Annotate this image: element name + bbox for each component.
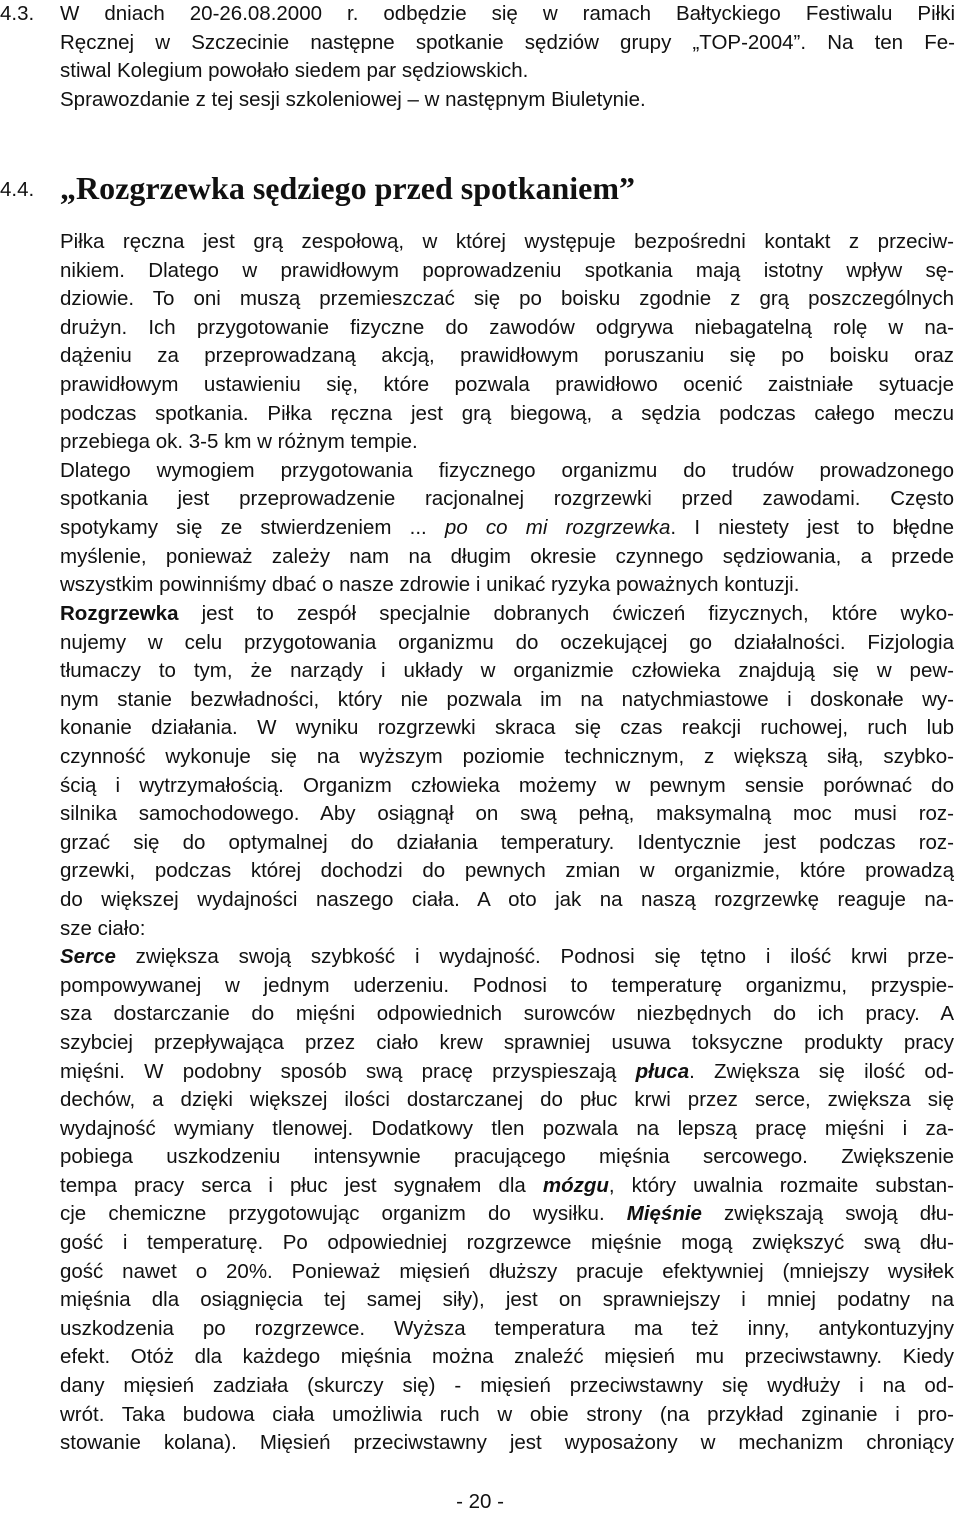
paragraph-line: konanie działania. W wyniku rozgrzewki skraca się czas reakcji ruchowej, ruch lub bbox=[60, 716, 954, 740]
paragraph-line: uszkodzenia po rozgrzewce. Wyższa temperatura ma też inny, antykontuzyjny bbox=[60, 1316, 954, 1340]
text-run: spotykamy się ze stwierdzeniem ... bbox=[60, 515, 445, 539]
text-run: zwiększają swoją dłu- bbox=[701, 1202, 954, 1226]
paragraph-line: sza dostarczanie do mięśni odpowiednich surowców niezbędnych do ich pracy. A bbox=[60, 1002, 954, 1026]
paragraph-line: czynność wykonuje się na wyższym poziomie technicznym, z większą siłą, szybko- bbox=[60, 744, 954, 768]
term-miesnie: Mięśnie bbox=[626, 1202, 702, 1226]
paragraph-line bbox=[60, 943, 954, 972]
paragraph-line: efekt. Otóż dla każdego mięśnia można znaleźć mięsień mu przeciwstawny. Kiedy bbox=[60, 1345, 954, 1369]
paragraph-line: grzewki, podczas której dochodzi do pewnych zmian w organizmie, które prowadzą bbox=[60, 859, 954, 883]
paragraph-warmup-definition bbox=[60, 600, 954, 1458]
text-run: . Zwiększa się ilość od- bbox=[689, 1059, 954, 1083]
paragraph-line: gość i temperaturę. Po odpowiedniej rozgrzewce mięśnie mogą zwiększyć swą dłu- bbox=[60, 1231, 954, 1255]
paragraph-line: dziowie. To oni muszą przemieszczać się po boisku zgodnie z grą poszczególnych bbox=[60, 287, 954, 311]
paragraph-line: silnika samochodowego. Aby osiągnął on swą pełną, maksymalną moc musi roz- bbox=[60, 802, 954, 826]
paragraph-line: przebiega ok. 3-5 km w różnym tempie. bbox=[60, 430, 418, 454]
paragraph-line: Dlatego wymogiem przygotowania fizycznego organizmu do trudów prowadzonego bbox=[60, 458, 954, 482]
paragraph-line: ścią i wytrzymałością. Organizm człowieka możemy w pewnym sensie porównać do bbox=[60, 773, 954, 797]
section-4-3-line-3: stiwal Kolegium powołało siedem par sędziowskich. bbox=[60, 59, 529, 82]
section-4-3-line-4: Sprawozdanie z tej sesji szkoleniowej – w następnym Biuletynie. bbox=[60, 87, 646, 111]
text-run: . I niestety jest to błędne bbox=[670, 515, 955, 539]
paragraph-line: wydajność wymiany tlenowej. Dodatkowy tlen pozwala na lepszą pracę mięśni i za- bbox=[60, 1116, 954, 1140]
section-4-3 bbox=[0, 0, 955, 114]
paragraph-line: wszystkim powinniśmy dbać o nasze zdrowie i unikać ryzyka poważnych kontuzji. bbox=[60, 573, 800, 597]
paragraph-line: dany mięsień zadziała (skurczy się) - mięsień przeciwstawny się wydłuży i na od- bbox=[60, 1374, 954, 1398]
text-run: mięśni. W podobny sposób swą pracę przyspieszają bbox=[60, 1059, 636, 1083]
term-rozgrzewka: Rozgrzewka bbox=[60, 602, 179, 625]
quoted-phrase: po co mi rozgrzewka bbox=[444, 515, 671, 539]
section-4-4-heading bbox=[0, 168, 900, 210]
paragraph-line: pompowywanej w jednym uderzeniu. Podnosi to temperaturę organizmu, przyspie- bbox=[60, 973, 954, 997]
paragraph-line: do większej wydajności naszego ciała. A oto jak na naszą rozgrzewkę reaguje na- bbox=[60, 887, 954, 911]
paragraph-line: stowanie kolana). Mięsień przeciwstawny jest wyposażony w mechanizm chroniący bbox=[60, 1431, 954, 1455]
paragraph-line: myślenie, ponieważ zależy nam na długim okresie czynnego sędziowania, a przede bbox=[60, 544, 954, 568]
paragraph-line bbox=[60, 600, 954, 629]
term-serce: Serce bbox=[60, 945, 116, 969]
paragraph-line: sze ciało: bbox=[60, 916, 146, 940]
paragraph-line: wrót. Taka budowa ciała umożliwia ruch w obie strony (na przykład zginanie i pro- bbox=[60, 1402, 954, 1426]
term-mozgu: mózgu bbox=[542, 1173, 609, 1197]
paragraph-line: tłumaczy to tym, że narządy i układy w organizmie człowieka znajdują się w pew- bbox=[60, 659, 954, 683]
text-run: , który uwalnia rozmaite substan- bbox=[608, 1173, 955, 1197]
section-4-4-title: „Rozgrzewka sędziego przed spotkaniem” bbox=[60, 170, 636, 206]
paragraph-line bbox=[60, 1200, 954, 1229]
paragraph-line: grzać się do optymalnej do działania temperatury. Identycznie jest podczas roz- bbox=[60, 830, 954, 854]
text-run: tempa pracy serca i płuc jest sygnałem dla bbox=[60, 1173, 543, 1197]
section-4-3-number: 4.3. bbox=[0, 2, 35, 25]
paragraph-line: pobiega uszkodzeniu intensywnie pracującego mięśnia sercowego. Zwiększenie bbox=[60, 1145, 954, 1169]
text-run: zwiększa swoją szybkość i wydajność. Podnosi się tętno i ilość krwi prze- bbox=[115, 945, 954, 969]
section-4-4-number: 4.4. bbox=[0, 178, 35, 201]
paragraph-line: drużyn. Ich przygotowanie fizyczne do zawodów odgrywa niebagatelną rolę w na- bbox=[60, 315, 954, 339]
paragraph-line: Piłka ręczna jest grą zespołową, w której występuje bezpośredni kontakt z przeciw- bbox=[60, 230, 954, 253]
term-pluca: płuca bbox=[635, 1059, 690, 1083]
section-4-3-line-1 bbox=[0, 0, 955, 29]
paragraph-line: nym stanie bezwładności, który nie pozwala im na natychmiastowe i doskonałe wy- bbox=[60, 687, 954, 711]
paragraph-line: nikiem. Dlatego w prawidłowym poprowadzeniu spotkania mają istotny wpływ sę- bbox=[60, 258, 954, 282]
paragraph-line bbox=[60, 1172, 954, 1201]
paragraph-line: prawidłowym ustawieniu się, które pozwala prawidłowo ocenić zaistniałe sytuacje bbox=[60, 372, 954, 396]
paragraph-line: dechów, a dzięki większej ilości dostarczanej do płuc krwi przez serce, zwiększa się bbox=[60, 1088, 954, 1112]
page-number: - 20 - bbox=[456, 1490, 504, 1513]
paragraph-line: spotkania jest przeprowadzenie racjonalnej rozgrzewki przed zawodami. Często bbox=[60, 487, 954, 511]
paragraph-line: podczas spotkania. Piłka ręczna jest grą biegową, a sędzia podczas całego meczu bbox=[60, 401, 954, 425]
section-4-3-line-2: Ręcznej w Szczecinie następne spotkanie sędziów grupy „TOP-2004”. Na ten Fe- bbox=[60, 30, 955, 54]
paragraph-line: dążeniu za przeprowadzaną akcją, prawidłowym poruszaniu się po boisku oraz bbox=[60, 344, 954, 368]
text-run: cje chemiczne przygotowując organizm do wysiłku. bbox=[60, 1202, 627, 1226]
paragraph-line bbox=[60, 514, 954, 543]
text-run: jest to zespół specjalnie dobranych ćwiczeń fizycznych, które wyko- bbox=[178, 602, 954, 625]
paragraph-line: gość nawet o 20%. Ponieważ mięsień dłuższy pracuje efektywniej (mniejszy wysiłek bbox=[60, 1259, 954, 1283]
paragraph-line: szybciej przepływająca przez ciało krew sprawniej usuwa toksyczne produkty pracy bbox=[60, 1030, 954, 1054]
paragraph-line bbox=[60, 1058, 954, 1087]
paragraph-line: nujemy w celu przygotowania organizmu do oczekującej go działalności. Fizjologia bbox=[60, 630, 954, 654]
paragraph-intro bbox=[60, 228, 954, 600]
paragraph-line: mięśnia dla osiągnięcia tej samej siły), jest on sprawniejszy i mniej podatny na bbox=[60, 1288, 954, 1312]
section-4-3-text: W dniach 20-26.08.2000 r. odbędzie się w ramach Bałtyckiego Festiwalu Piłki bbox=[60, 2, 955, 25]
